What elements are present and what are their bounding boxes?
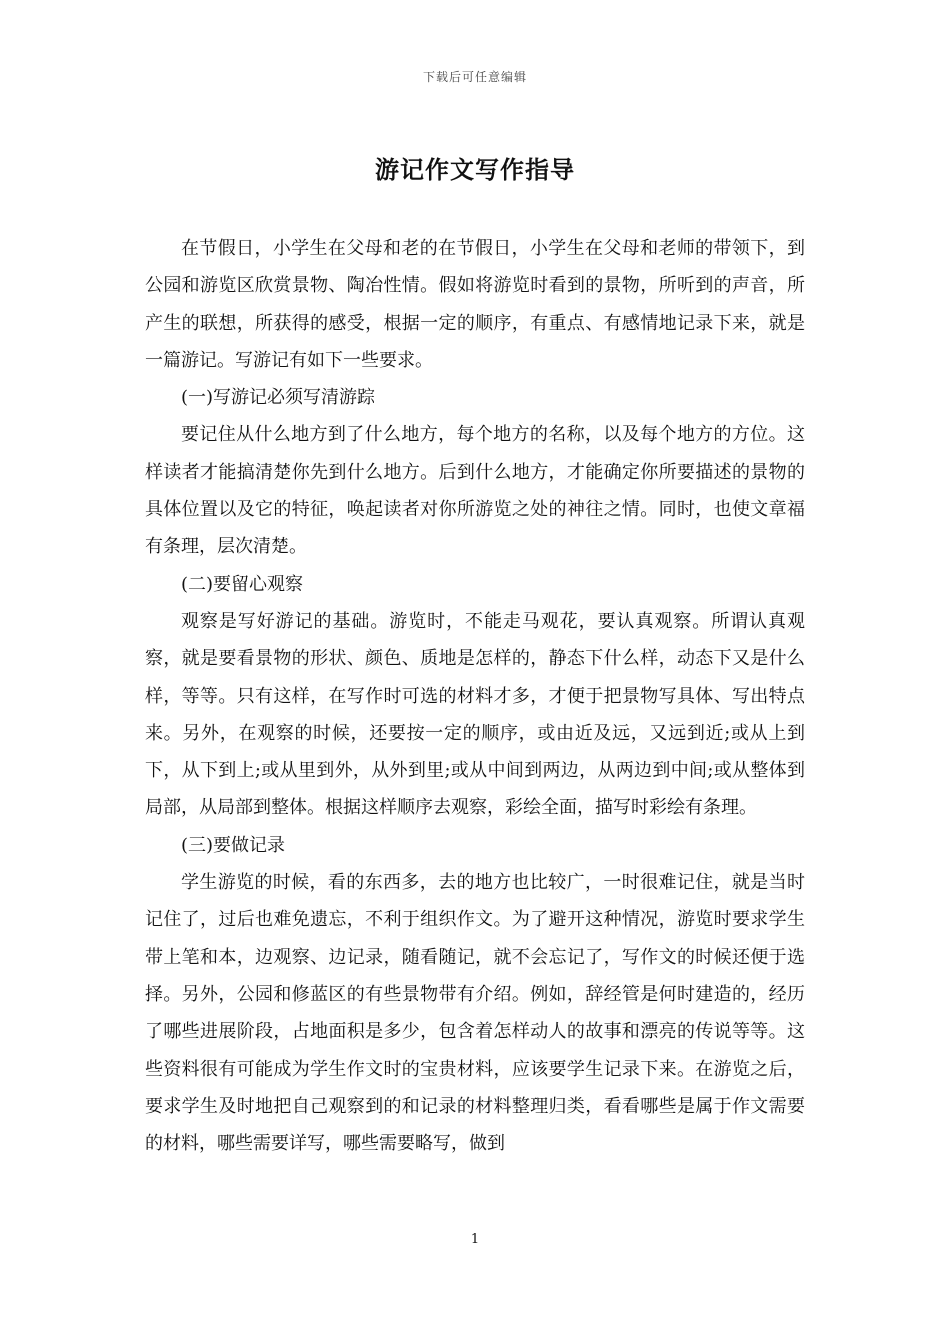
section-heading-2: (二)要留心观察 xyxy=(181,573,304,595)
page-number: 1 xyxy=(470,1232,480,1247)
paragraph-section-3: 学生游览的时候，看的东西多，去的地方也比较广，一时很难记住，就是当时记住了，过后也难免遗忘，不利于组织作文。为了避开这种情况，游览时要求学生带上笔和本，边观察、边记录，随看随记，就不会忘记了，写作文的时候还便于选择。另外，公园和修蓝区的有些景物带有介绍。例如，辞经管是何时建造的，经历了哪些进展阶段，占地面积是多少，包含着怎样动人的故事和漂亮的传说等等。这些资料很有可能成为学生作文时的宝贵材料，应该要学生记录下来。在游览之后，要求学生及时地把自己观察到的和记录的材料整理归类，看看哪些是属于作文需要的材料，哪些需要详写，哪些需要略写，做到 xyxy=(145,872,805,1155)
header-note: 下载后可任意编辑 xyxy=(422,70,527,84)
paragraph-section-2: 观察是写好游记的基础。游览时，不能走马观花，要认真观察。所谓认真观察，就是要看景物的形状、颜色、质地是怎样的，静态下什么样，动态下又是什么样，等等。只有这样，在写作时可选的材料才多，才便于把景物写具体、写出特点来。另外，在观察的时候，还要按一定的顺序，或由近及远，又远到近;或从上到下，从下到上;或从里到外，从外到里;或从中间到两边，从两边到中间;或从整体到局部，从局部到整体。根据这样顺序去观察，彩绘全面，描写时彩绘有条理。 xyxy=(145,610,805,819)
document-body xyxy=(145,230,805,1162)
document-title: 游记作文写作指导 xyxy=(375,155,575,184)
section-heading-1: (一)写游记必须写清游踪 xyxy=(181,387,376,409)
paragraph-section-1: 要记住从什么地方到了什么地方，每个地方的名称，以及每个地方的方位。这样读者才能搞清楚你先到什么地方。后到什么地方，才能确定你所要描述的景物的具体位置以及它的特征，唤起读者对你所游览之处的神往之情。同时，也使文章福有条理，层次清楚。 xyxy=(145,424,805,558)
paragraph-intro: 在节假日，小学生在父母和老的在节假日，小学生在父母和老师的带领下，到公园和游览区欣赏景物、陶冶性情。假如将游览时看到的景物，所听到的声音，所产生的联想，所获得的感受，根据一定的顺序，有重点、有感情地记录下来，就是一篇游记。写游记有如下一些要求。 xyxy=(145,238,805,371)
section-heading-3: (三)要做记录 xyxy=(181,834,286,856)
